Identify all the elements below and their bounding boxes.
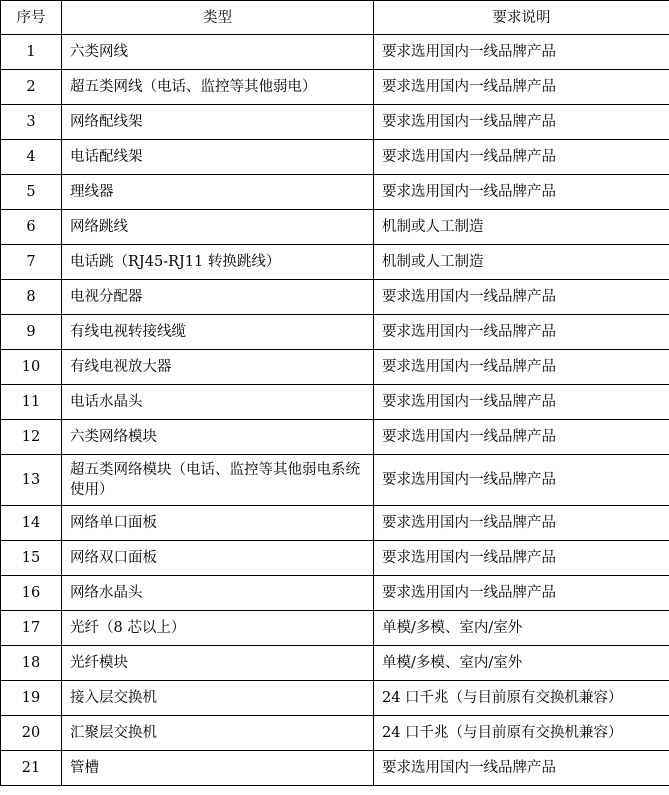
table-row [1, 576, 669, 611]
table-row [1, 105, 669, 140]
row-number: 5 [1, 175, 62, 210]
table-row [1, 716, 669, 751]
table-body [1, 35, 669, 786]
row-requirement: 要求选用国内一线品牌产品 [374, 751, 669, 786]
row-requirement: 要求选用国内一线品牌产品 [374, 541, 669, 576]
row-number: 6 [1, 210, 62, 245]
row-type: 有线电视放大器 [62, 350, 374, 385]
row-type: 超五类网线（电话、监控等其他弱电） [62, 70, 374, 105]
row-number: 21 [1, 751, 62, 786]
row-type: 电话跳（RJ45-RJ11 转换跳线） [62, 245, 374, 280]
row-type: 光纤模块 [62, 646, 374, 681]
row-type: 汇聚层交换机 [62, 716, 374, 751]
row-type: 有线电视转接线缆 [62, 315, 374, 350]
row-type: 网络单口面板 [62, 506, 374, 541]
header-requirement: 要求说明 [374, 1, 669, 35]
table-row [1, 245, 669, 280]
table-row [1, 541, 669, 576]
table-row [1, 455, 669, 506]
header-type: 类型 [62, 1, 374, 35]
row-number: 10 [1, 350, 62, 385]
table-row [1, 70, 669, 105]
row-requirement: 要求选用国内一线品牌产品 [374, 175, 669, 210]
row-type: 网络水晶头 [62, 576, 374, 611]
row-requirement: 单模/多模、室内/室外 [374, 646, 669, 681]
row-type: 六类网络模块 [62, 420, 374, 455]
row-requirement: 要求选用国内一线品牌产品 [374, 315, 669, 350]
row-number: 3 [1, 105, 62, 140]
row-type: 六类网线 [62, 35, 374, 70]
header-no: 序号 [1, 1, 62, 35]
table-row [1, 646, 669, 681]
row-number: 11 [1, 385, 62, 420]
table-row [1, 35, 669, 70]
row-type: 接入层交换机 [62, 681, 374, 716]
table-row [1, 140, 669, 175]
row-requirement: 要求选用国内一线品牌产品 [374, 105, 669, 140]
row-number: 17 [1, 611, 62, 646]
row-number: 20 [1, 716, 62, 751]
row-number: 12 [1, 420, 62, 455]
row-type: 网络配线架 [62, 105, 374, 140]
row-requirement: 单模/多模、室内/室外 [374, 611, 669, 646]
row-number: 16 [1, 576, 62, 611]
row-type: 电视分配器 [62, 280, 374, 315]
row-type: 电话水晶头 [62, 385, 374, 420]
row-type: 网络跳线 [62, 210, 374, 245]
row-type: 电话配线架 [62, 140, 374, 175]
row-number: 15 [1, 541, 62, 576]
row-requirement: 要求选用国内一线品牌产品 [374, 420, 669, 455]
table-row [1, 611, 669, 646]
table-row [1, 506, 669, 541]
row-type: 理线器 [62, 175, 374, 210]
table-row [1, 681, 669, 716]
row-requirement: 要求选用国内一线品牌产品 [374, 455, 669, 506]
table-row [1, 751, 669, 786]
row-requirement: 要求选用国内一线品牌产品 [374, 70, 669, 105]
row-requirement: 要求选用国内一线品牌产品 [374, 576, 669, 611]
row-number: 4 [1, 140, 62, 175]
row-number: 18 [1, 646, 62, 681]
row-type: 超五类网络模块（电话、监控等其他弱电系统使用） [62, 455, 374, 506]
table-row [1, 315, 669, 350]
row-number: 7 [1, 245, 62, 280]
row-number: 2 [1, 70, 62, 105]
row-requirement: 要求选用国内一线品牌产品 [374, 280, 669, 315]
row-number: 8 [1, 280, 62, 315]
row-requirement: 24 口千兆（与目前原有交换机兼容） [374, 716, 669, 751]
row-type: 网络双口面板 [62, 541, 374, 576]
row-number: 9 [1, 315, 62, 350]
row-type: 光纤（8 芯以上） [62, 611, 374, 646]
row-requirement: 要求选用国内一线品牌产品 [374, 385, 669, 420]
row-number: 1 [1, 35, 62, 70]
table-row [1, 175, 669, 210]
row-requirement: 24 口千兆（与目前原有交换机兼容） [374, 681, 669, 716]
row-requirement: 机制或人工制造 [374, 210, 669, 245]
table-row [1, 350, 669, 385]
row-requirement: 要求选用国内一线品牌产品 [374, 506, 669, 541]
row-requirement: 要求选用国内一线品牌产品 [374, 350, 669, 385]
row-number: 14 [1, 506, 62, 541]
row-requirement: 机制或人工制造 [374, 245, 669, 280]
table-row [1, 210, 669, 245]
table-row [1, 280, 669, 315]
row-requirement: 要求选用国内一线品牌产品 [374, 35, 669, 70]
row-number: 13 [1, 455, 62, 506]
row-requirement: 要求选用国内一线品牌产品 [374, 140, 669, 175]
table-row [1, 385, 669, 420]
row-number: 19 [1, 681, 62, 716]
table-header-row [1, 1, 669, 35]
table-row [1, 420, 669, 455]
row-type: 管槽 [62, 751, 374, 786]
